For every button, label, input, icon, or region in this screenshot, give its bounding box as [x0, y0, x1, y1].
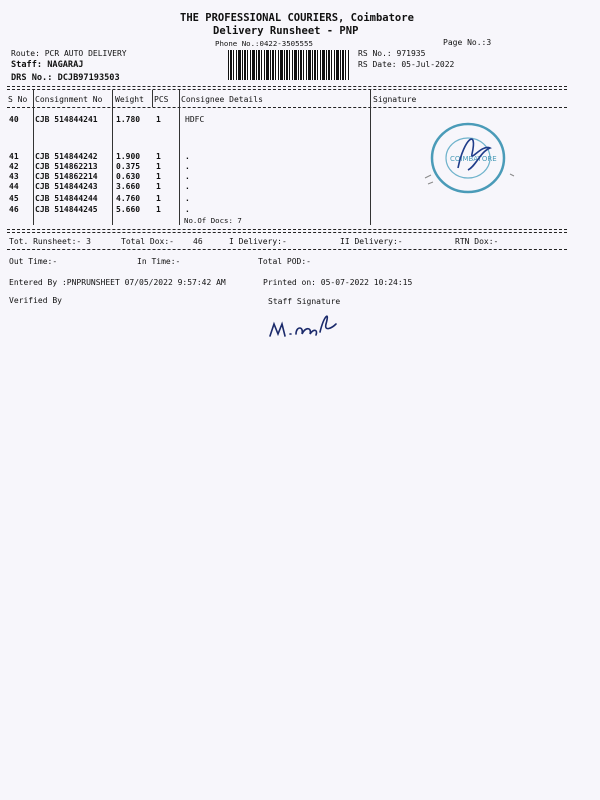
verified-by: Verified By [9, 296, 62, 305]
row-weight: 5.660 [116, 205, 141, 214]
col-divider [33, 90, 34, 225]
row-sno: 46 [9, 205, 19, 214]
row-weight: 0.375 [116, 162, 141, 171]
row-pcs: 1 [156, 152, 161, 161]
rs-date: RS Date: 05-Jul-2022 [358, 60, 455, 69]
ii-delivery: II Delivery:- [340, 237, 403, 246]
entered-by: Entered By :PNPRUNSHEET 07/05/2022 9:57:42 AM [9, 278, 226, 287]
row-consignment: CJB 514862213 [35, 162, 98, 171]
stamp-text: COIMBATORE [450, 155, 497, 163]
col-header-consignment: Consignment No [35, 95, 103, 104]
row-consignee: HDFC [185, 115, 205, 124]
row-weight: 1.900 [116, 152, 141, 161]
total-pod: Total POD:- [258, 257, 311, 266]
row-consignee: . [185, 152, 190, 161]
col-divider [370, 90, 371, 225]
row-consignment: CJB 514844245 [35, 205, 98, 214]
staff-signature-label: Staff Signature [268, 297, 341, 306]
col-header-sno: S No [8, 95, 28, 104]
col-divider [152, 90, 153, 107]
row-pcs: 1 [156, 162, 161, 171]
row-sno: 41 [9, 152, 19, 161]
row-weight: 4.760 [116, 194, 141, 203]
drs-number: DRS No.: DCJB97193503 [11, 73, 120, 83]
row-pcs: 1 [156, 115, 161, 124]
col-header-weight: Weight [115, 95, 144, 104]
col-divider [112, 90, 113, 225]
row-sno: 45 [9, 194, 19, 203]
barcode [228, 50, 350, 80]
row-pcs: 1 [156, 172, 161, 181]
header-rule-bottom [7, 107, 567, 108]
staff-label: Staff: NAGARAJ [11, 60, 84, 70]
out-time: Out Time:- [9, 257, 58, 266]
i-delivery: I Delivery:- [229, 237, 287, 246]
row-consignee: . [185, 194, 190, 203]
no-of-docs: No.Of Docs: 7 [184, 216, 242, 225]
row-pcs: 1 [156, 205, 161, 214]
row-weight: 1.780 [116, 115, 141, 124]
col-header-pcs: PCS [154, 95, 169, 104]
row-consignment: CJB 514844243 [35, 182, 98, 191]
document-title: Delivery Runsheet - PNP [213, 25, 359, 37]
row-sno: 42 [9, 162, 19, 171]
row-consignee: . [185, 182, 190, 191]
row-consignment: CJB 514862214 [35, 172, 98, 181]
rs-number: RS No.: 971935 [358, 49, 426, 58]
row-consignment: CJB 514844241 [35, 115, 98, 124]
company-name: THE PROFESSIONAL COURIERS, Coimbatore [180, 12, 414, 24]
col-divider [179, 90, 180, 225]
row-consignee: . [185, 205, 190, 214]
row-sno: 40 [9, 115, 19, 124]
row-sno: 43 [9, 172, 19, 181]
in-time: In Time:- [137, 257, 181, 266]
rtn-dox: RTN Dox:- [455, 237, 499, 246]
row-consignment: CJB 514844242 [35, 152, 98, 161]
company-stamp [420, 118, 520, 200]
col-header-consignee: Consignee Details [181, 95, 263, 104]
totals-rule-top [7, 229, 567, 230]
handwritten-signature [266, 306, 346, 342]
header-rule-top [7, 86, 567, 87]
row-weight: 3.660 [116, 182, 141, 191]
tot-runsheet: Tot. Runsheet:- 3 [9, 237, 91, 246]
totals-rule-top-2 [7, 232, 567, 233]
row-pcs: 1 [156, 182, 161, 191]
total-dox-label: Total Dox:- [121, 237, 174, 246]
row-consignment: CJB 514844244 [35, 194, 98, 203]
printed-on: Printed on: 05-07-2022 10:24:15 [263, 278, 413, 287]
row-consignee: . [185, 162, 190, 171]
phone-number: Phone No.:0422-3505555 [215, 39, 313, 48]
route-label: Route: PCR AUTO DELIVERY [11, 49, 127, 58]
totals-rule-bottom [7, 249, 567, 250]
row-sno: 44 [9, 182, 19, 191]
row-consignee: . [185, 172, 190, 181]
total-dox-value: 46 [193, 237, 203, 246]
row-pcs: 1 [156, 194, 161, 203]
header-rule-top-2 [7, 89, 567, 90]
col-header-signature: Signature [373, 95, 417, 104]
page-number: Page No.:3 [443, 38, 492, 47]
row-weight: 0.630 [116, 172, 141, 181]
